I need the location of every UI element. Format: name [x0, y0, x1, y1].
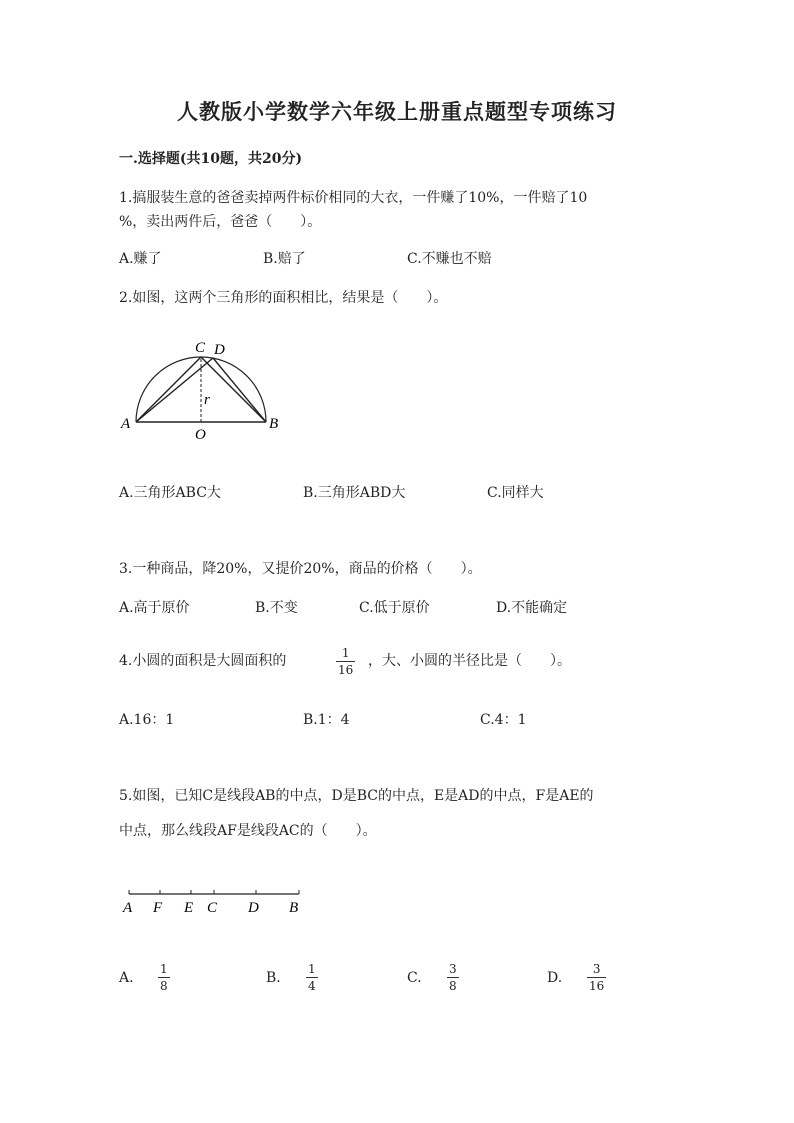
label-o: O: [195, 427, 206, 443]
q1-text-line2: %，卖出两件后，爸爸（ ）。: [119, 214, 322, 230]
q4-option-c[interactable]: C.4：1: [480, 712, 527, 728]
section-heading: 一.选择题(共10题，共20分): [119, 151, 303, 167]
q2-option-a[interactable]: A.三角形ABC大: [119, 485, 221, 501]
q2-text: 2.如图，这两个三角形的面积相比，结果是（ ）。: [119, 290, 448, 306]
label-e: E: [184, 900, 194, 916]
semicircle-triangles-figure: [115, 335, 295, 445]
line-segment-figure: [115, 882, 315, 922]
label-d: D: [214, 342, 225, 358]
label-a: A: [121, 416, 131, 432]
fraction-denominator: 16: [589, 979, 605, 993]
q5-option-d-fraction[interactable]: [587, 962, 606, 993]
q2-option-c[interactable]: C.同样大: [487, 485, 544, 501]
q1-option-a[interactable]: A.赚了: [119, 251, 162, 267]
q5-text-line1: 5.如图，已知C是线段AB的中点，D是BC的中点，E是AD的中点，F是AE的: [119, 788, 594, 804]
q3-option-c[interactable]: C.低于原价: [359, 600, 430, 616]
label-b: B: [269, 416, 279, 432]
fraction-numerator: 1: [160, 962, 168, 976]
q2-option-b[interactable]: B.三角形ABD大: [303, 485, 406, 501]
page-title: 人教版小学数学六年级上册重点题型专项练习: [177, 99, 617, 124]
q1-text-line1: 1.搞服装生意的爸爸卖掉两件标价相同的大衣，一件赚了10%，一件赔了10: [119, 190, 588, 206]
q4-text-after: ，大、小圆的半径比是（ ）。: [368, 653, 571, 669]
q4-option-b[interactable]: B.1：4: [303, 712, 350, 728]
label-b: B: [289, 900, 299, 916]
q5-option-a-fraction[interactable]: [158, 962, 170, 993]
q3-option-d[interactable]: D.不能确定: [496, 600, 568, 616]
segment-ac: [136, 357, 201, 422]
q5-option-a-letter[interactable]: A.: [119, 970, 134, 986]
fraction-bar: [587, 977, 606, 978]
q3-text: 3.一种商品，降20%，又提价20%，商品的价格（ ）。: [119, 561, 482, 577]
q5-option-c-fraction[interactable]: [447, 962, 459, 993]
fraction-numerator: 1: [308, 962, 316, 976]
label-c: C: [207, 900, 218, 916]
q3-option-b[interactable]: B.不变: [255, 600, 298, 616]
q4-fraction-numerator: 1: [341, 646, 350, 660]
q1-option-b[interactable]: B.赔了: [263, 251, 306, 267]
fraction-denominator: 4: [308, 979, 316, 993]
label-d: D: [248, 900, 259, 916]
q5-option-d-letter[interactable]: D.: [547, 970, 563, 986]
q5-option-c-letter[interactable]: C.: [407, 970, 422, 986]
fraction-denominator: 8: [160, 979, 168, 993]
fraction-bar: [336, 661, 355, 662]
q5-option-b-fraction[interactable]: [306, 962, 318, 993]
fraction-bar: [306, 977, 318, 978]
fraction-bar: [158, 977, 170, 978]
q4-fraction-denominator: 16: [338, 663, 354, 677]
fraction-denominator: 8: [449, 979, 457, 993]
label-c: C: [195, 340, 206, 356]
label-f: F: [153, 900, 163, 916]
q4-option-a[interactable]: A.16：1: [119, 712, 175, 728]
q3-option-a[interactable]: A.高于原价: [119, 600, 190, 616]
q1-option-c[interactable]: C.不赚也不赔: [407, 251, 492, 267]
segment-cb: [201, 357, 266, 422]
fraction-bar: [447, 977, 459, 978]
q4-text-before: 4.小圆的面积是大圆面积的: [119, 653, 287, 669]
q5-text-line2: 中点，那么线段AF是线段AC的（ ）。: [119, 823, 377, 839]
q4-fraction: [336, 646, 355, 677]
label-r: r: [204, 392, 210, 408]
label-a: A: [123, 900, 133, 916]
fraction-numerator: 3: [449, 962, 457, 976]
fraction-numerator: 3: [592, 962, 601, 976]
q5-option-b-letter[interactable]: B.: [266, 970, 281, 986]
